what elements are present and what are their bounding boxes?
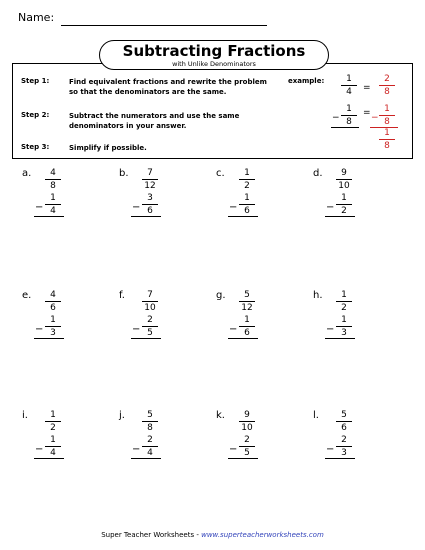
- minus-sign: −: [132, 324, 141, 335]
- step-1-label: Step 1:: [21, 77, 50, 85]
- denominator: 2: [244, 181, 250, 191]
- problem-label: g.: [216, 290, 226, 301]
- numerator: 1: [341, 315, 347, 325]
- denominator: 4: [50, 448, 56, 458]
- fraction-bar: [239, 421, 255, 422]
- step-1-text: [69, 77, 267, 97]
- problem-g: [216, 290, 296, 370]
- denominator: 8: [147, 423, 153, 433]
- example-minus-1: −: [332, 113, 340, 123]
- answer-line[interactable]: [34, 458, 64, 459]
- numerator: 1: [384, 104, 390, 114]
- numerator: 5: [244, 290, 250, 300]
- fraction-bar: [239, 204, 255, 205]
- minus-sign: −: [35, 324, 44, 335]
- minuend-fraction: [239, 168, 255, 191]
- problem-f: [119, 290, 199, 370]
- problem-c: [216, 168, 296, 248]
- denominator: 6: [244, 328, 250, 338]
- denominator: 8: [384, 117, 390, 127]
- fraction-bar: [239, 179, 255, 180]
- minuend-fraction: [239, 410, 255, 433]
- fraction-bar: [336, 204, 352, 205]
- subtrahend-fraction: [142, 315, 158, 338]
- minus-sign: −: [229, 324, 238, 335]
- subtrahend-fraction: [239, 435, 255, 458]
- footer-url[interactable]: www.superteacherworksheets.com: [201, 531, 324, 539]
- problem-a: [22, 168, 102, 248]
- denominator: 4: [346, 87, 352, 97]
- denominator: 4: [50, 206, 56, 216]
- numerator: 2: [147, 435, 153, 445]
- fraction-bar: [45, 204, 61, 205]
- fraction-bar: [239, 301, 255, 302]
- instructions-box: [12, 63, 413, 159]
- minuend-fraction: [45, 410, 61, 433]
- problem-i: [22, 410, 102, 490]
- fraction-bar: [45, 446, 61, 447]
- minuend-fraction: [239, 290, 255, 313]
- fraction-bar: [341, 115, 357, 116]
- fraction-bar: [142, 204, 158, 205]
- subtrahend-fraction: [142, 435, 158, 458]
- fraction-bar: [341, 85, 357, 86]
- problem-label: l.: [313, 410, 319, 421]
- problem-label: i.: [22, 410, 28, 421]
- problem-label: d.: [313, 168, 323, 179]
- numerator: 3: [147, 193, 153, 203]
- subtrahend-fraction: [336, 193, 352, 216]
- answer-line[interactable]: [325, 216, 355, 217]
- example-answer: [379, 128, 395, 151]
- denominator: 3: [50, 328, 56, 338]
- minus-sign: −: [35, 444, 44, 455]
- numerator: 9: [341, 168, 347, 178]
- denominator: 6: [244, 206, 250, 216]
- numerator: 1: [244, 193, 250, 203]
- numerator: 1: [50, 410, 56, 420]
- example-equals-1: =: [363, 83, 371, 93]
- denominator: 10: [241, 423, 253, 433]
- problem-label: b.: [119, 168, 129, 179]
- fraction-bar: [379, 115, 395, 116]
- minuend-fraction: [45, 168, 61, 191]
- minus-sign: −: [326, 444, 335, 455]
- denominator: 8: [384, 87, 390, 97]
- numerator: 1: [346, 104, 352, 114]
- minus-sign: −: [35, 202, 44, 213]
- minuend-fraction: [45, 290, 61, 313]
- answer-line[interactable]: [228, 216, 258, 217]
- subtrahend-fraction: [336, 435, 352, 458]
- denominator: 2: [50, 423, 56, 433]
- denominator: 6: [147, 206, 153, 216]
- answer-line[interactable]: [131, 338, 161, 339]
- numerator: 4: [50, 168, 56, 178]
- denominator: 12: [144, 181, 156, 191]
- numerator: 1: [346, 74, 352, 84]
- problem-k: [216, 410, 296, 490]
- subtrahend-fraction: [45, 435, 61, 458]
- step-2-text: [69, 111, 239, 131]
- title-badge: [99, 40, 329, 70]
- problem-label: a.: [22, 168, 32, 179]
- fraction-bar: [379, 139, 395, 140]
- problem-l: [313, 410, 393, 490]
- example-fraction-3: [341, 104, 357, 127]
- numerator: 7: [147, 168, 153, 178]
- denominator: 6: [341, 423, 347, 433]
- answer-line[interactable]: [131, 458, 161, 459]
- fraction-bar: [142, 179, 158, 180]
- footer: [0, 531, 425, 539]
- step-1-line-2: so that the denominators are the same.: [69, 88, 227, 96]
- numerator: 1: [341, 193, 347, 203]
- fraction-bar: [142, 421, 158, 422]
- answer-line[interactable]: [325, 338, 355, 339]
- numerator: 1: [50, 435, 56, 445]
- subtrahend-fraction: [239, 315, 255, 338]
- numerator: 7: [147, 290, 153, 300]
- answer-line[interactable]: [34, 338, 64, 339]
- minus-sign: −: [326, 324, 335, 335]
- fraction-bar: [239, 326, 255, 327]
- step-3-label: Step 3:: [21, 143, 50, 151]
- denominator: 5: [147, 328, 153, 338]
- subtrahend-fraction: [45, 315, 61, 338]
- problem-label: c.: [216, 168, 225, 179]
- minuend-fraction: [336, 168, 352, 191]
- minuend-fraction: [142, 168, 158, 191]
- denominator: 10: [144, 303, 156, 313]
- subtrahend-fraction: [45, 193, 61, 216]
- worksheet-title: Subtracting Fractions: [122, 42, 306, 60]
- fraction-bar: [336, 326, 352, 327]
- step-3-line-1: Simplify if possible.: [69, 144, 147, 152]
- answer-line[interactable]: [34, 216, 64, 217]
- minus-sign: −: [229, 202, 238, 213]
- subtrahend-fraction: [336, 315, 352, 338]
- example-fraction-4: [379, 104, 395, 127]
- answer-line[interactable]: [228, 458, 258, 459]
- minuend-fraction: [336, 290, 352, 313]
- problem-j: [119, 410, 199, 490]
- fraction-bar: [45, 301, 61, 302]
- minuend-fraction: [142, 290, 158, 313]
- numerator: 4: [50, 290, 56, 300]
- numerator: 1: [244, 168, 250, 178]
- step-2-line-1: Subtract the numerators and use the same: [69, 112, 240, 120]
- denominator: 5: [244, 448, 250, 458]
- problem-label: k.: [216, 410, 225, 421]
- numerator: 9: [244, 410, 250, 420]
- denominator: 8: [346, 117, 352, 127]
- numerator: 5: [147, 410, 153, 420]
- denominator: 6: [50, 303, 56, 313]
- problem-label: j.: [119, 410, 125, 421]
- denominator: 8: [50, 181, 56, 191]
- fraction-bar: [336, 179, 352, 180]
- minus-sign: −: [132, 444, 141, 455]
- example-fraction-2: [379, 74, 395, 97]
- problem-b: [119, 168, 199, 248]
- problem-label: h.: [313, 290, 323, 301]
- fraction-bar: [45, 179, 61, 180]
- numerator: 2: [244, 435, 250, 445]
- denominator: 3: [341, 448, 347, 458]
- example-minus-2: −: [371, 113, 379, 123]
- fraction-bar: [142, 446, 158, 447]
- denominator: 12: [241, 303, 253, 313]
- fraction-bar: [379, 85, 395, 86]
- answer-line[interactable]: [131, 216, 161, 217]
- step-3-text: [69, 143, 147, 153]
- fraction-bar: [45, 326, 61, 327]
- minus-sign: −: [229, 444, 238, 455]
- problem-label: e.: [22, 290, 32, 301]
- example-label: example:: [288, 77, 325, 85]
- footer-text: Super Teacher Worksheets -: [101, 531, 202, 539]
- step-2-line-2: denominators in your answer.: [69, 122, 187, 130]
- fraction-bar: [45, 421, 61, 422]
- numerator: 1: [341, 290, 347, 300]
- example-underline-left: [331, 127, 359, 128]
- numerator: 1: [244, 315, 250, 325]
- fraction-bar: [142, 301, 158, 302]
- numerator: 2: [147, 315, 153, 325]
- answer-line[interactable]: [228, 338, 258, 339]
- fraction-bar: [336, 301, 352, 302]
- minus-sign: −: [132, 202, 141, 213]
- name-line[interactable]: [61, 25, 267, 26]
- denominator: 2: [341, 303, 347, 313]
- numerator: 1: [384, 128, 390, 138]
- subtrahend-fraction: [239, 193, 255, 216]
- numerator: 2: [384, 74, 390, 84]
- numerator: 5: [341, 410, 347, 420]
- fraction-bar: [336, 421, 352, 422]
- numerator: 2: [341, 435, 347, 445]
- worksheet-subtitle: with Unlike Denominators: [172, 60, 256, 68]
- denominator: 3: [341, 328, 347, 338]
- fraction-bar: [336, 446, 352, 447]
- numerator: 1: [50, 193, 56, 203]
- denominator: 10: [338, 181, 350, 191]
- example-equals-2: =: [363, 108, 371, 118]
- denominator: 2: [341, 206, 347, 216]
- step-2-label: Step 2:: [21, 111, 50, 119]
- problem-h: [313, 290, 393, 370]
- subtrahend-fraction: [142, 193, 158, 216]
- denominator: 8: [384, 141, 390, 151]
- fraction-bar: [142, 326, 158, 327]
- problem-label: f.: [119, 290, 125, 301]
- example-fraction-1: [341, 74, 357, 97]
- denominator: 4: [147, 448, 153, 458]
- problem-e: [22, 290, 102, 370]
- name-label: Name:: [18, 11, 55, 24]
- problem-d: [313, 168, 393, 248]
- minus-sign: −: [326, 202, 335, 213]
- minuend-fraction: [336, 410, 352, 433]
- step-1-line-1: Find equivalent fractions and rewrite the problem: [69, 78, 267, 86]
- numerator: 1: [50, 315, 56, 325]
- minuend-fraction: [142, 410, 158, 433]
- fraction-bar: [239, 446, 255, 447]
- answer-line[interactable]: [325, 458, 355, 459]
